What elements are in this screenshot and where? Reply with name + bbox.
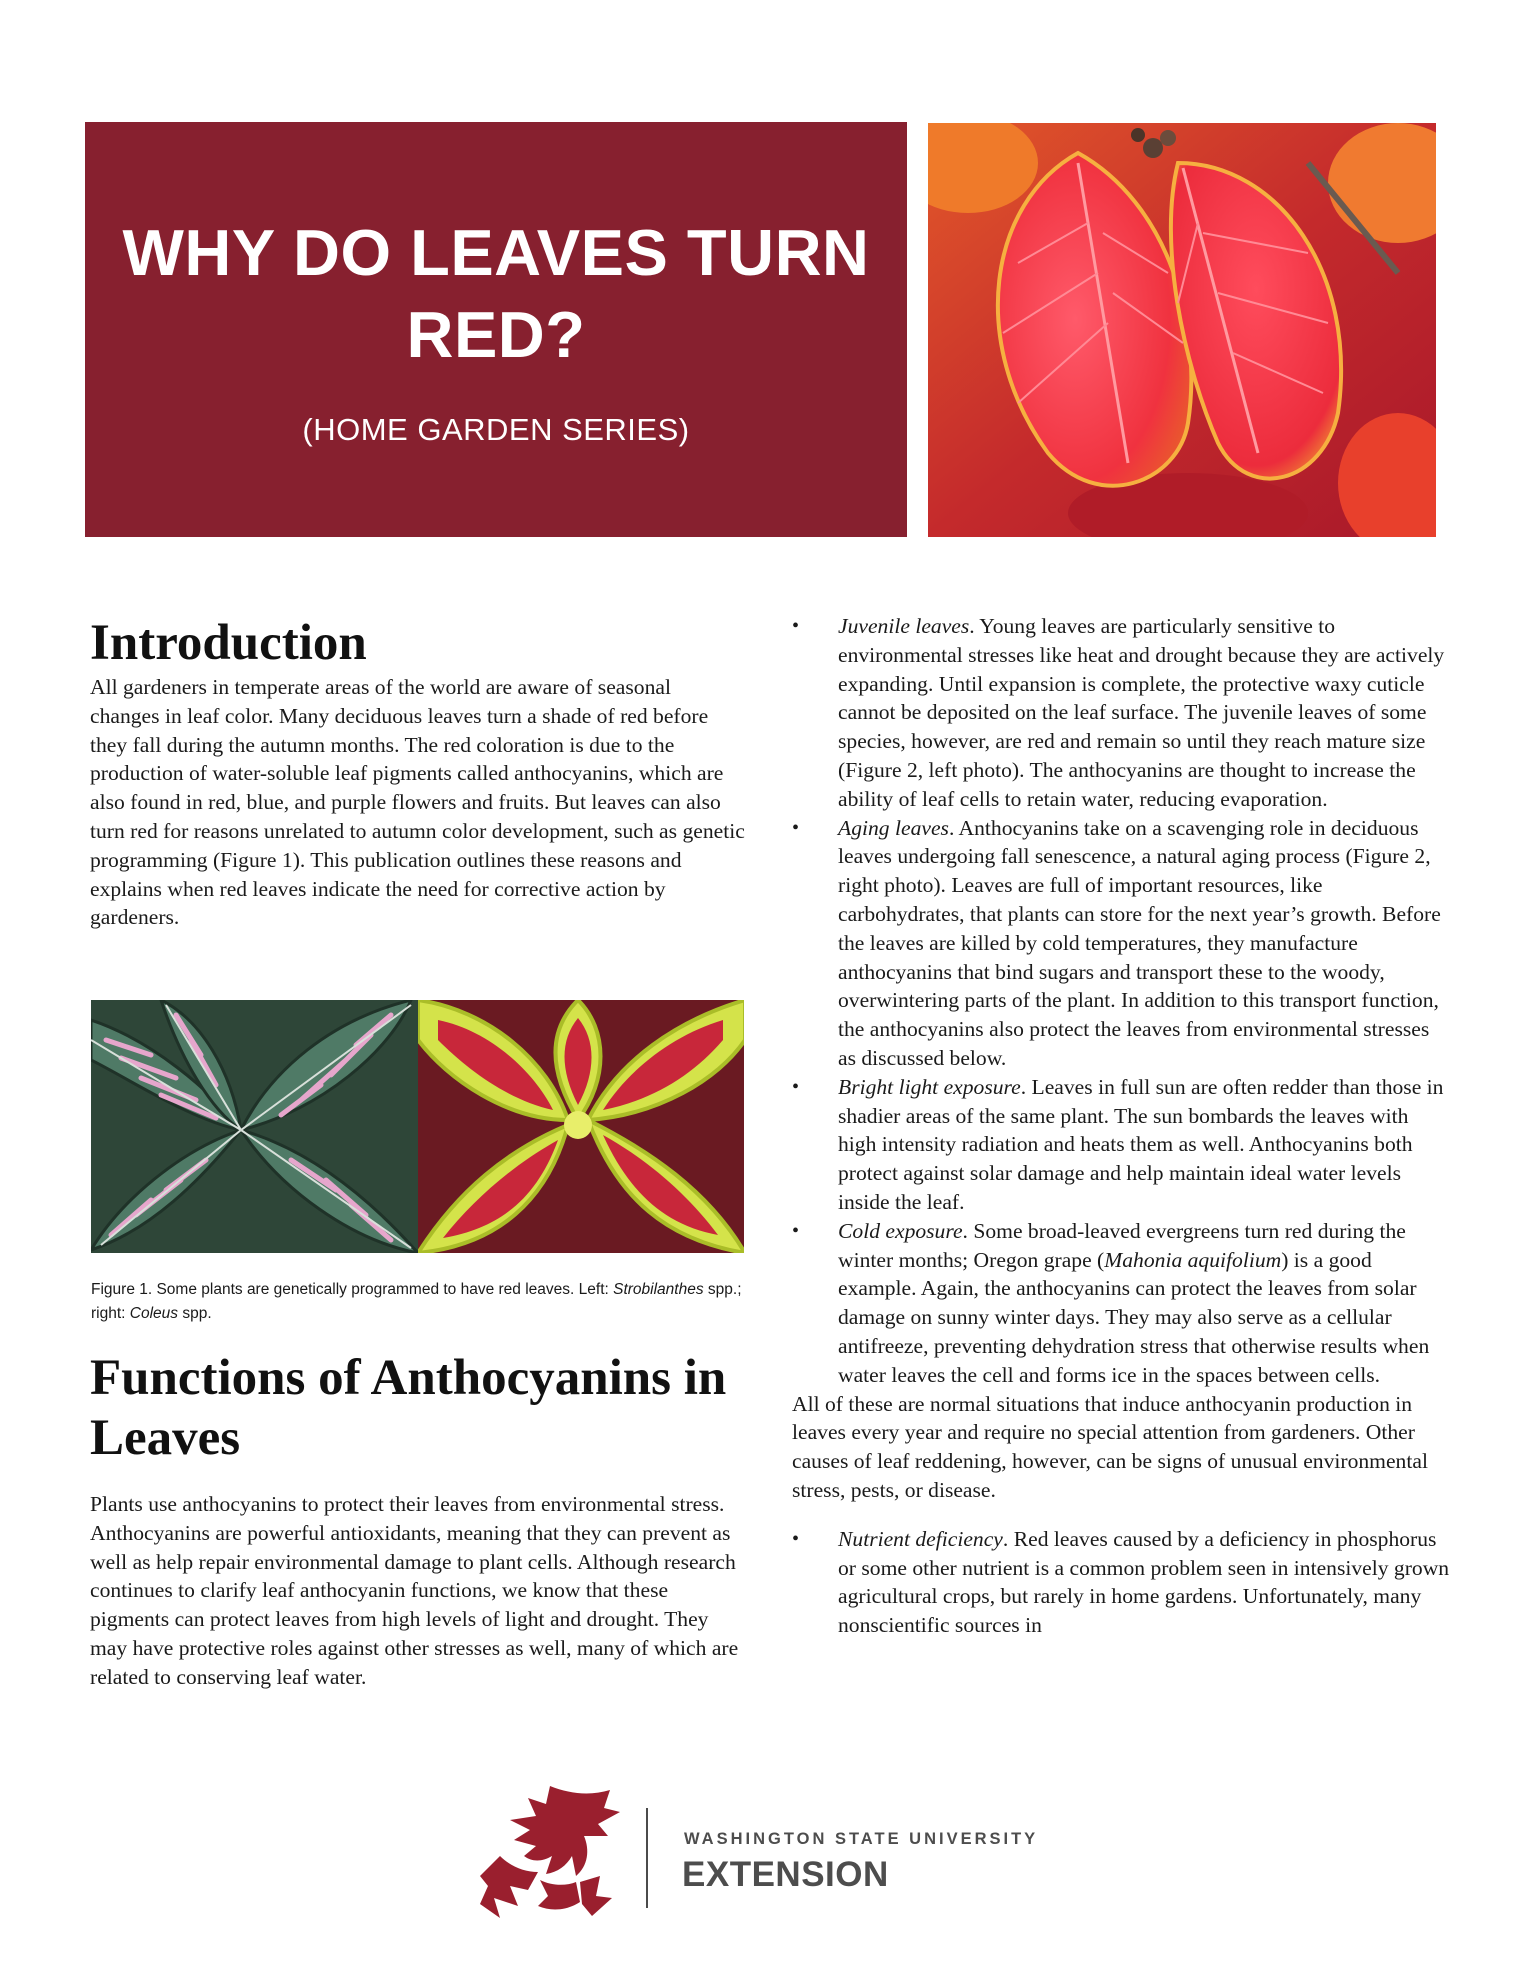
list-item-term: Nutrient deficiency xyxy=(838,1526,1003,1551)
title-banner xyxy=(85,122,907,537)
list-item-term: Aging leaves xyxy=(838,815,949,840)
hero-red-leaf-photo xyxy=(928,123,1436,537)
bullet-icon: • xyxy=(792,1219,800,1242)
wsu-cougar-logo-icon xyxy=(480,1786,630,1926)
left-column xyxy=(90,608,745,932)
intro-paragraph: All gardeners in temperate areas of the world are aware of seasonal changes in leaf color. Many deciduous leaves turn a shade of red before they fall during the autumn months. The red coloration is due to the production of water-soluble leaf pigments called anthocyanins, which are also found in red, blue, and purple flowers and fruits. But leaves can also turn red for reasons unrelated to autumn color development, such as genetic programming (Figure 1). This publication outlines these reasons and explains when red leaves indicate the need for corrective action by gardeners. xyxy=(90,675,745,930)
list-item-body: . Leaves in full sun are often redder than those in shadier areas of the same plant. The sun bombards the leaves with high intensity radiation and heats them as well. Anthocyanins both protect against solar damage and help maintain ideal water levels inside the leaf. xyxy=(838,1074,1444,1214)
bullet-icon: • xyxy=(792,1527,800,1550)
normal-situations-paragraph: All of these are normal situations that induce anthocyanin production in leaves every year and require no special attention from gardeners. Other causes of leaf reddening, however, can be signs of unusual environmental stress, pests, or disease. xyxy=(792,1391,1428,1502)
page-title: WHY DO LEAVES TURN RED? xyxy=(122,216,870,371)
list-item-text xyxy=(838,1217,1452,1390)
caption-text: Figure 1. Some plants are genetically programmed to have red leaves. Left: xyxy=(91,1281,614,1298)
list-item-term: Cold exposure xyxy=(838,1218,963,1243)
series-label: (HOME GARDEN SERIES) xyxy=(302,412,690,447)
wsu-extension-logo xyxy=(470,1780,1090,1930)
strobilanthes-photo xyxy=(91,1000,418,1253)
extension-label: EXTENSION xyxy=(682,1855,889,1894)
red-leaf-illustration xyxy=(928,123,1436,537)
list-item-text xyxy=(838,814,1452,1073)
list-item-body: ) is a good example. Again, the anthocyanins can protect the leaves from solar damage on sunny winter days. They may also serve as a cellular antifreeze, preventing dehydration stress that otherwise results when water leaves the cell and forms ice in the spaces between cells. xyxy=(838,1247,1430,1387)
list-item-term: Bright light exposure xyxy=(838,1074,1021,1099)
list-item xyxy=(792,1073,1452,1217)
bullet-icon: • xyxy=(792,615,800,637)
bullet-icon: • xyxy=(792,816,800,839)
strobilanthes-illustration xyxy=(91,1000,418,1253)
latin-name: Mahonia aquifolium xyxy=(1104,1247,1282,1272)
anthocyanin-normal-causes-list xyxy=(792,612,1452,1390)
abnormal-causes-list xyxy=(792,1525,1452,1640)
caption-text: spp.; right: xyxy=(91,1281,742,1322)
list-item xyxy=(792,612,1452,814)
bullet-icon: • xyxy=(792,1075,800,1098)
intro-heading: Introduction xyxy=(90,615,367,671)
list-item-body: . Anthocyanins take on a scavenging role in deciduous leaves undergoing fall senescence, a natural aging process (Figure 2, right photo). Leaves are full of important resources, like carbohydrates, that plants can store for the next year’s growth. Before the leaves are killed by cold temperatures, they manufacture anthocyanins that bind sugars and transport these to the woody, overwintering parts of the plant. In addition to this transport function, the anthocyanins also protect the leaves from environmental stresses as discussed below. xyxy=(838,815,1441,1070)
figure-1-photos xyxy=(91,1000,744,1253)
list-item-text xyxy=(838,1525,1452,1640)
list-item-term: Juvenile leaves xyxy=(838,614,970,638)
right-column xyxy=(792,612,1452,1640)
functions-heading: Functions of Anthocyanins in Leaves xyxy=(90,1350,727,1466)
caption-genus-strobilanthes: Strobilanthes xyxy=(613,1281,704,1298)
functions-paragraph: Plants use anthocyanins to protect their leaves from environmental stress. Anthocyanins are powerful antioxidants, meaning that they can prevent as well as help repair environmental damage to plant cells. Although research continues to clarify leaf anthocyanin functions, we know that these pigments can protect leaves from high levels of light and drought. They may have protective roles against other stresses as well, many of which are related to conserving leaf water. xyxy=(90,1492,739,1689)
list-item-body: . Red leaves caused by a deficiency in phosphorus or some other nutrient is a common problem seen in intensively grown agricultural crops, but rarely in home gardens. Unfortunately, many nonscientific sources in xyxy=(838,1526,1450,1638)
figure-1-caption xyxy=(91,1278,751,1326)
list-item-text xyxy=(838,1073,1452,1217)
logo-divider xyxy=(646,1808,648,1908)
caption-text: spp. xyxy=(178,1305,212,1322)
caption-genus-coleus: Coleus xyxy=(129,1305,179,1322)
list-item-body: . Young leaves are particularly sensitive to environmental stresses like heat and drought because they are actively expanding. Until expansion is complete, the protective waxy cuticle cannot be deposited on the leaf surface. The juvenile leaves of some species, however, are red and remain so until they reach mature size (Figure 2, left photo). The anthocyanins are thought to increase the ability of leaf cells to retain water, reducing evaporation. xyxy=(838,614,1445,811)
coleus-photo xyxy=(418,1000,745,1253)
list-item xyxy=(792,1217,1452,1390)
list-item-body: . Some broad-leaved evergreens turn red during the winter months; Oregon grape ( xyxy=(838,1218,1406,1272)
university-name: WASHINGTON STATE UNIVERSITY xyxy=(684,1830,1039,1848)
coleus-illustration xyxy=(418,1000,745,1253)
list-item xyxy=(792,1525,1452,1640)
list-item-text xyxy=(838,612,1452,814)
list-item xyxy=(792,814,1452,1073)
